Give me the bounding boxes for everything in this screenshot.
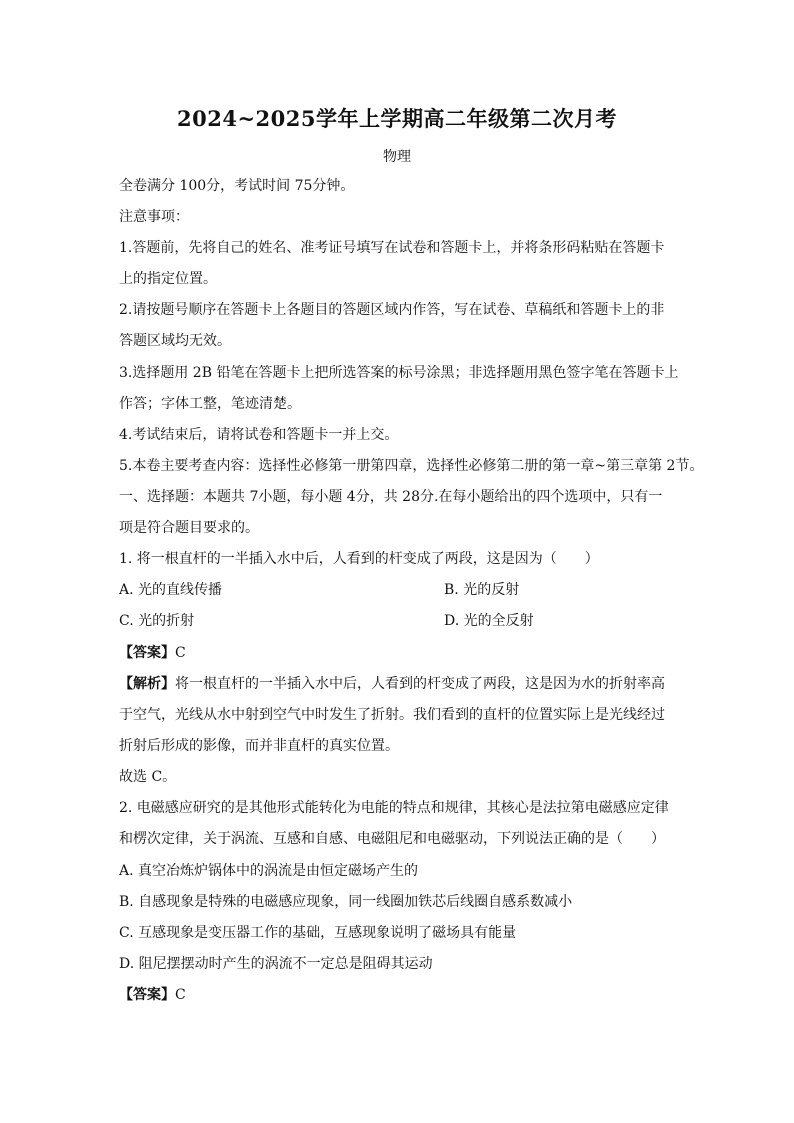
analysis-text: 将一根直杆的一半插入水中后，人看到的杆变成了两段，这是因为水的折射率高 [175, 676, 665, 692]
question-1-option-b: B. 光的反射 [444, 582, 520, 598]
section-heading: 项是符合题目要求的。 [119, 520, 259, 536]
analysis-text: 于空气，光线从水中射到空气中时发生了折射。我们看到的直杆的位置实际上是光线经过 [119, 707, 665, 723]
section-heading: 一、选择题：本题共 7小题，每小题 4分，共 28分.在每小题给出的四个选项中，只有一 [119, 489, 663, 505]
question-2-option-b: B. 自感现象是特殊的电磁感应现象，同一线圈加铁芯后线圈自感系数减小 [119, 894, 573, 910]
answer-label: 【答案】 [119, 987, 175, 1003]
notice-line: 答题区域均无效。 [119, 333, 231, 349]
answer-value: C [175, 645, 186, 661]
notice-line: 作答；字体工整，笔迹清楚。 [119, 396, 301, 412]
notice-line: 1.答题前，先将自己的姓名、准考证号填写在试卷和答题卡上，并将条形码粘贴在答题卡 [119, 240, 665, 256]
score-time-info: 全卷满分 100分，考试时间 75分钟。 [119, 178, 355, 194]
question-1-analysis [119, 674, 665, 694]
analysis-label: 【解析】 [119, 676, 175, 692]
exam-subject: 物理 [383, 149, 411, 165]
notice-line: 2.请按题号顺序在答题卡上各题目的答题区域内作答，写在试卷、草稿纸和答题卡上的非 [119, 302, 665, 318]
exam-title: 2024~2025学年上学期高二年级第二次月考 [177, 106, 617, 131]
question-2-option-a: A. 真空冶炼炉锅体中的涡流是由恒定磁场产生的 [119, 863, 419, 879]
notice-line: 5.本卷主要考查内容：选择性必修第一册第四章，选择性必修第二册的第一章~第三章第 2节。 [119, 458, 704, 474]
question-1-option-c: C. 光的折射 [119, 613, 195, 629]
notice-line: 3.选择题用 2B 铅笔在答题卡上把所选答案的标号涂黑；非选择题用黑色签字笔在答题卡上 [119, 365, 679, 381]
question-1-answer [119, 643, 186, 663]
question-2-stem: 2. 电磁感应研究的是其他形式能转化为电能的特点和规律，其核心是法拉第电磁感应定律 [119, 800, 669, 816]
analysis-text: 折射后形成的影像，而并非直杆的真实位置。 [119, 738, 399, 754]
question-1-option-d: D. 光的全反射 [444, 613, 534, 629]
question-2-option-c: C. 互感现象是变压器工作的基础，互感现象说明了磁场具有能量 [119, 925, 517, 941]
question-2-answer [119, 985, 186, 1005]
notice-line: 4.考试结束后，请将试卷和答题卡一并上交。 [119, 427, 399, 443]
notice-title: 注意事项： [119, 209, 189, 225]
question-2-option-d: D. 阻尼摆摆动时产生的涡流不一定总是阻碍其运动 [119, 956, 433, 972]
question-1-conclusion: 故选 C。 [119, 769, 177, 785]
notice-line: 上的指定位置。 [119, 271, 217, 287]
answer-value: C [175, 987, 186, 1003]
question-2-stem: 和楞次定律，关于涡流、互感和自感、电磁阻尼和电磁驱动，下列说法正确的是（ ） [119, 831, 665, 847]
question-1-option-a: A. 光的直线传播 [119, 582, 223, 598]
answer-label: 【答案】 [119, 645, 175, 661]
question-1-stem: 1. 将一根直杆的一半插入水中后，人看到的杆变成了两段，这是因为（ ） [119, 551, 599, 567]
